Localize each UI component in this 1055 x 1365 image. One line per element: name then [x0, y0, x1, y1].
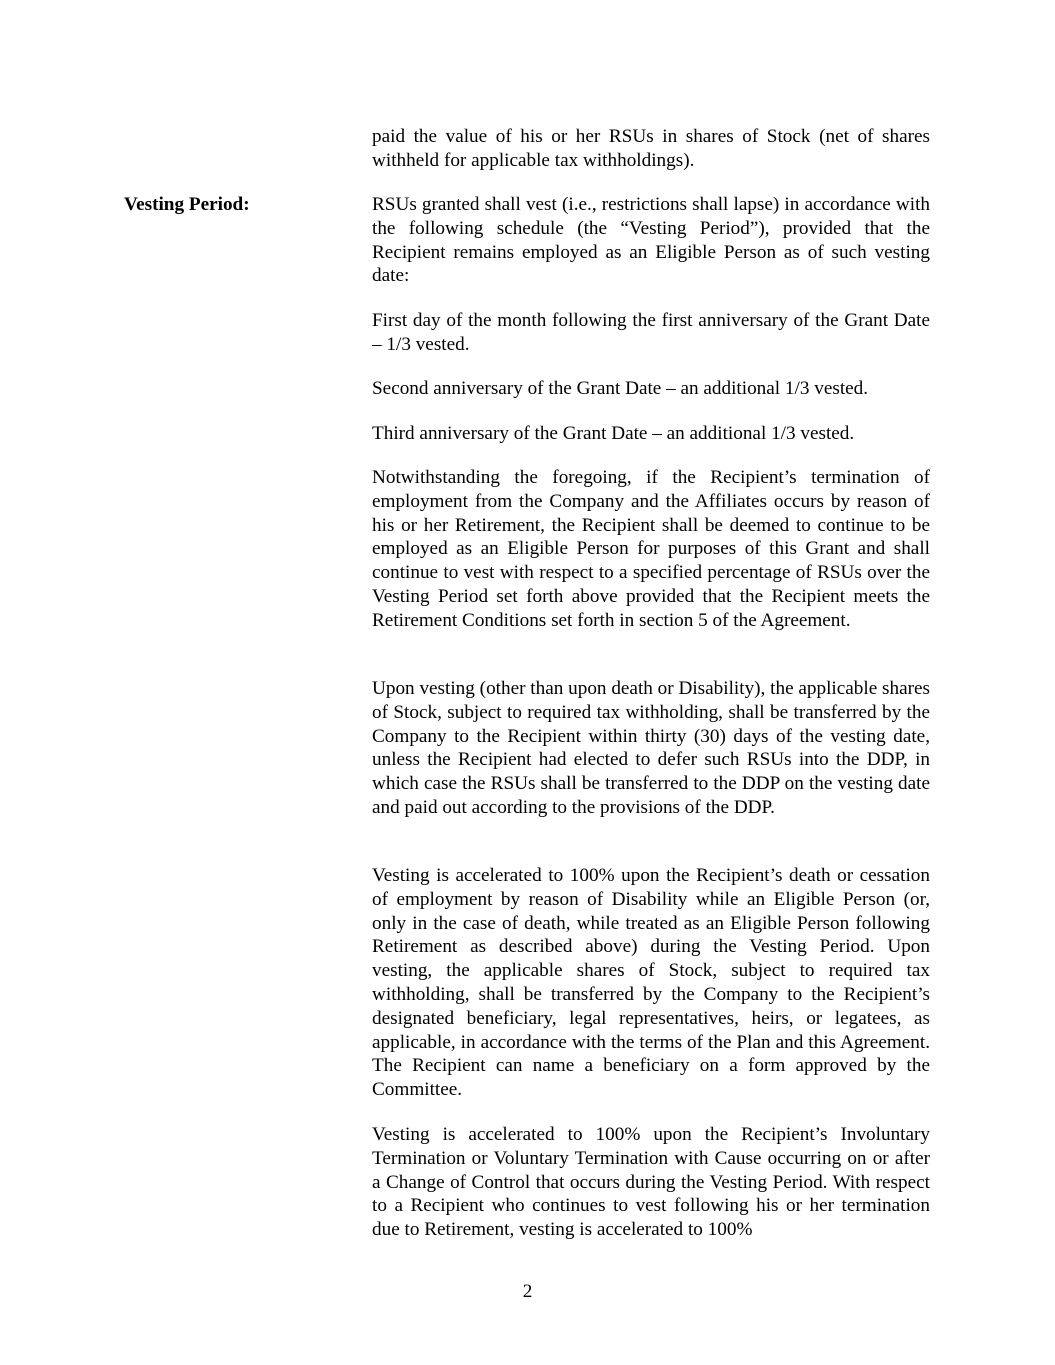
- page-number: 2: [522, 1281, 533, 1302]
- vesting-schedule-intro-paragraph: RSUs granted shall vest (i.e., restrictions shall lapse) in accordance with the following schedule (the “Vesting Period”), provided that the Recipient remains employed as an Eligible Person as of such vesting date:: [372, 194, 930, 287]
- death-disability-acceleration-paragraph: Vesting is accelerated to 100% upon the Recipient’s death or cessation of employment by reason of Disability while an Eligible Person (or, only in the case of death, while treated as an Eligible Person following Retirement as described above) during the Vesting Period. Upon vesting, the applicable shares of Stock, subject to required tax withholding, shall be transferred by the Company to the Recipient’s designated beneficiary, legal representatives, heirs, or legatees, as applicable, in accordance with the terms of the Plan and this Agreement. The Recipient can name a beneficiary on a form approved by the Committee.: [372, 865, 930, 1101]
- continuation-paragraph: paid the value of his or her RSUs in shares of Stock (net of shares withheld for applicable tax withholdings).: [372, 126, 930, 171]
- change-of-control-acceleration-paragraph: Vesting is accelerated to 100% upon the Recipient’s Involuntary Termination or Voluntary Termination with Cause occurring on or after a Change of Control that occurs during the Vesting Period. With respect to a Recipient who continues to vest following his or her termination due to Retirement, vesting is accelerated to 100%: [372, 1124, 930, 1241]
- vesting-first-tranche-paragraph: First day of the month following the first anniversary of the Grant Date – 1/3 vested.: [372, 310, 930, 355]
- vesting-period-heading: Vesting Period:: [124, 194, 250, 215]
- vesting-second-tranche-paragraph: Second anniversary of the Grant Date – an additional 1/3 vested.: [372, 378, 869, 399]
- vesting-third-tranche-paragraph: Third anniversary of the Grant Date – an additional 1/3 vested.: [372, 423, 855, 444]
- retirement-vesting-paragraph: Notwithstanding the foregoing, if the Recipient’s termination of employment from the Company and the Affiliates occurs by reason of his or her Retirement, the Recipient shall be deemed to continue to be employed as an Eligible Person for purposes of this Grant and shall continue to vest with respect to a specified percentage of RSUs over the Vesting Period set forth above provided that the Recipient meets the Retirement Conditions set forth in section 5 of the Agreement.: [372, 467, 930, 631]
- upon-vesting-transfer-paragraph: Upon vesting (other than upon death or Disability), the applicable shares of Stock, subject to required tax withholding, shall be transferred by the Company to the Recipient within thirty (30) days of the vesting date, unless the Recipient had elected to defer such RSUs into the DDP, in which case the RSUs shall be transferred to the DDP on the vesting date and paid out according to the provisions of the DDP.: [372, 678, 930, 818]
